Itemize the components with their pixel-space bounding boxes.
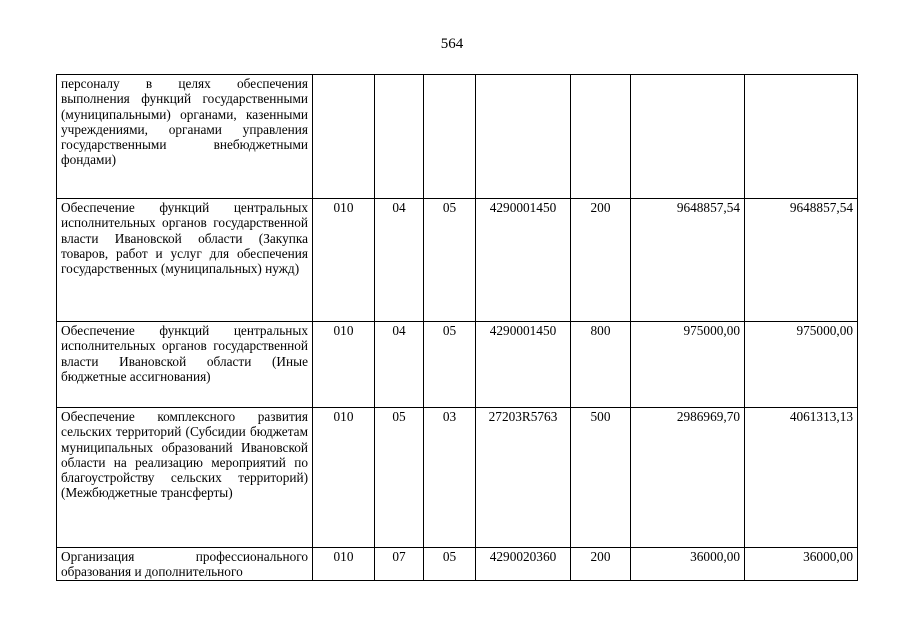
ministry-code-cell: 010 bbox=[313, 548, 375, 581]
subsection-cell: 05 bbox=[424, 322, 476, 408]
row-description: персоналу в целях обеспечения выполнения функций государственными (муниципальными) органами, казенными учреждениями, органами управления государственными внебюджетными фондами) bbox=[57, 75, 313, 199]
table-row bbox=[57, 408, 858, 548]
row-description: Организация профессионального образования и дополнительного bbox=[57, 548, 313, 581]
row-description: Обеспечение комплексного развития сельских территорий (Субсидии бюджетам муниципальных образований Ивановской области на реализацию мероприятий по благоустройству сельских территорий) (Межбюджетные трансферты) bbox=[57, 408, 313, 548]
target-article-cell: 4290001450 bbox=[476, 322, 571, 408]
amount-1-cell: 2986969,70 bbox=[631, 408, 745, 548]
table-row bbox=[57, 548, 858, 581]
amount-1-cell: 9648857,54 bbox=[631, 199, 745, 322]
expense-type-cell: 200 bbox=[571, 548, 631, 581]
expense-type-cell: 200 bbox=[571, 199, 631, 322]
amount-2-cell bbox=[745, 75, 858, 199]
target-article-cell: 27203R5763 bbox=[476, 408, 571, 548]
page-number: 564 bbox=[440, 36, 464, 52]
ministry-code-cell: 010 bbox=[313, 322, 375, 408]
subsection-cell bbox=[424, 75, 476, 199]
amount-2-cell: 4061313,13 bbox=[745, 408, 858, 548]
budget-table bbox=[56, 74, 858, 581]
amount-1-cell: 975000,00 bbox=[631, 322, 745, 408]
target-article-cell bbox=[476, 75, 571, 199]
subsection-cell: 05 bbox=[424, 548, 476, 581]
subsection-cell: 03 bbox=[424, 408, 476, 548]
ministry-code-cell: 010 bbox=[313, 199, 375, 322]
subsection-cell: 05 bbox=[424, 199, 476, 322]
row-description: Обеспечение функций центральных исполнительных органов государственной власти Ивановской области (Иные бюджетные ассигнования) bbox=[57, 322, 313, 408]
section-cell bbox=[375, 75, 424, 199]
section-cell: 07 bbox=[375, 548, 424, 581]
amount-1-cell: 36000,00 bbox=[631, 548, 745, 581]
target-article-cell: 4290001450 bbox=[476, 199, 571, 322]
table-row bbox=[57, 199, 858, 322]
section-cell: 05 bbox=[375, 408, 424, 548]
ministry-code-cell: 010 bbox=[313, 408, 375, 548]
section-cell: 04 bbox=[375, 322, 424, 408]
table-row bbox=[57, 75, 858, 199]
amount-2-cell: 36000,00 bbox=[745, 548, 858, 581]
row-description: Обеспечение функций центральных исполнительных органов государственной власти Ивановской области (Закупка товаров, работ и услуг для обеспечения государственных (муниципальных) нужд) bbox=[57, 199, 313, 322]
amount-1-cell bbox=[631, 75, 745, 199]
amount-2-cell: 975000,00 bbox=[745, 322, 858, 408]
section-cell: 04 bbox=[375, 199, 424, 322]
expense-type-cell: 500 bbox=[571, 408, 631, 548]
target-article-cell: 4290020360 bbox=[476, 548, 571, 581]
expense-type-cell: 800 bbox=[571, 322, 631, 408]
table-row bbox=[57, 322, 858, 408]
expense-type-cell bbox=[571, 75, 631, 199]
amount-2-cell: 9648857,54 bbox=[745, 199, 858, 322]
ministry-code-cell bbox=[313, 75, 375, 199]
